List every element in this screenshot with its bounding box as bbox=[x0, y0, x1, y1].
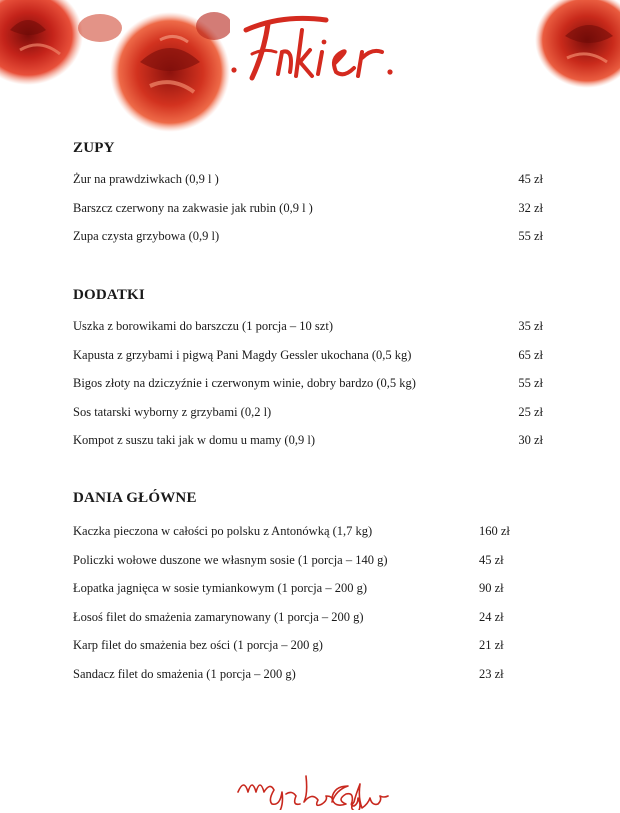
section-dodatki bbox=[73, 285, 553, 447]
item-price: 55 zł bbox=[518, 376, 543, 390]
menu-item bbox=[73, 517, 553, 546]
menu-item bbox=[73, 603, 553, 632]
menu-item bbox=[73, 631, 553, 660]
item-name: Barszcz czerwony na zakwasie jak rubin (0,9 l ) bbox=[73, 200, 313, 215]
item-name: Sos tatarski wyborny z grzybami (0,2 l) bbox=[73, 404, 272, 419]
item-name: Łopatka jagnięca w sosie tymiankowym (1 porcja – 200 g) bbox=[73, 581, 368, 595]
menu-item bbox=[73, 660, 553, 689]
item-price: 45 zł bbox=[479, 552, 504, 567]
menu-list bbox=[73, 312, 553, 455]
menu-item bbox=[73, 312, 553, 341]
item-name: Uszka z borowikami do barszczu (1 porcja – 10 szt) bbox=[73, 319, 333, 333]
menu-item bbox=[73, 165, 553, 194]
item-name: Sandacz filet do smażenia (1 porcja – 200 g) bbox=[73, 666, 296, 681]
item-price: 24 zł bbox=[479, 609, 504, 624]
menu-item bbox=[73, 398, 553, 427]
item-name: Żur na prawdziwkach (0,9 l ) bbox=[73, 172, 219, 186]
item-price: 90 zł bbox=[479, 581, 504, 595]
item-price: 35 zł bbox=[518, 319, 543, 333]
menu-item bbox=[73, 574, 553, 603]
roses-decoration-right bbox=[525, 0, 620, 95]
menu-item bbox=[73, 222, 553, 251]
section-zupy bbox=[73, 138, 553, 243]
item-name: Kompot z suszu taki jak w domu u mamy (0,9 l) bbox=[73, 433, 315, 447]
item-price: 45 zł bbox=[518, 172, 543, 186]
item-price: 30 zł bbox=[518, 433, 543, 447]
section-title: ZUPY bbox=[73, 140, 115, 156]
signature bbox=[232, 762, 394, 810]
item-name: Łosoś filet do smażenia zamarynowany (1 porcja – 200 g) bbox=[73, 609, 364, 624]
item-price: 25 zł bbox=[518, 404, 543, 419]
item-name: Kaczka pieczona w całości po polsku z Antonówką (1,7 kg) bbox=[73, 524, 373, 538]
menu-item bbox=[73, 426, 553, 455]
item-name: Bigos złoty na dziczyźnie i czerwonym winie, dobry bardzo (0,5 kg) bbox=[73, 376, 416, 390]
item-price: 23 zł bbox=[479, 666, 504, 681]
menu-list bbox=[73, 517, 553, 688]
item-price: 55 zł bbox=[518, 229, 543, 243]
item-name: Karp filet do smażenia bez ości (1 porcja – 200 g) bbox=[73, 638, 323, 652]
section-title: DANIA GŁÓWNE bbox=[73, 490, 197, 506]
menu-item bbox=[73, 369, 553, 398]
item-name: Zupa czysta grzybowa (0,9 l) bbox=[73, 229, 220, 243]
menu-item bbox=[73, 546, 553, 575]
item-price: 160 zł bbox=[479, 524, 510, 538]
menu-item bbox=[73, 341, 553, 370]
item-price: 65 zł bbox=[518, 347, 543, 362]
section-title: DODATKI bbox=[73, 287, 145, 303]
item-price: 21 zł bbox=[479, 638, 504, 652]
menu-list bbox=[73, 165, 553, 251]
menu-item bbox=[73, 194, 553, 223]
item-name: Policzki wołowe duszone we własnym sosie (1 porcja – 140 g) bbox=[73, 552, 388, 567]
section-dania-glowne bbox=[73, 488, 553, 681]
roses-decoration-left bbox=[0, 0, 230, 135]
brand-logo bbox=[222, 8, 422, 86]
item-name: Kapusta z grzybami i pigwą Pani Magdy Gessler ukochana (0,5 kg) bbox=[73, 347, 412, 362]
item-price: 32 zł bbox=[518, 200, 543, 215]
